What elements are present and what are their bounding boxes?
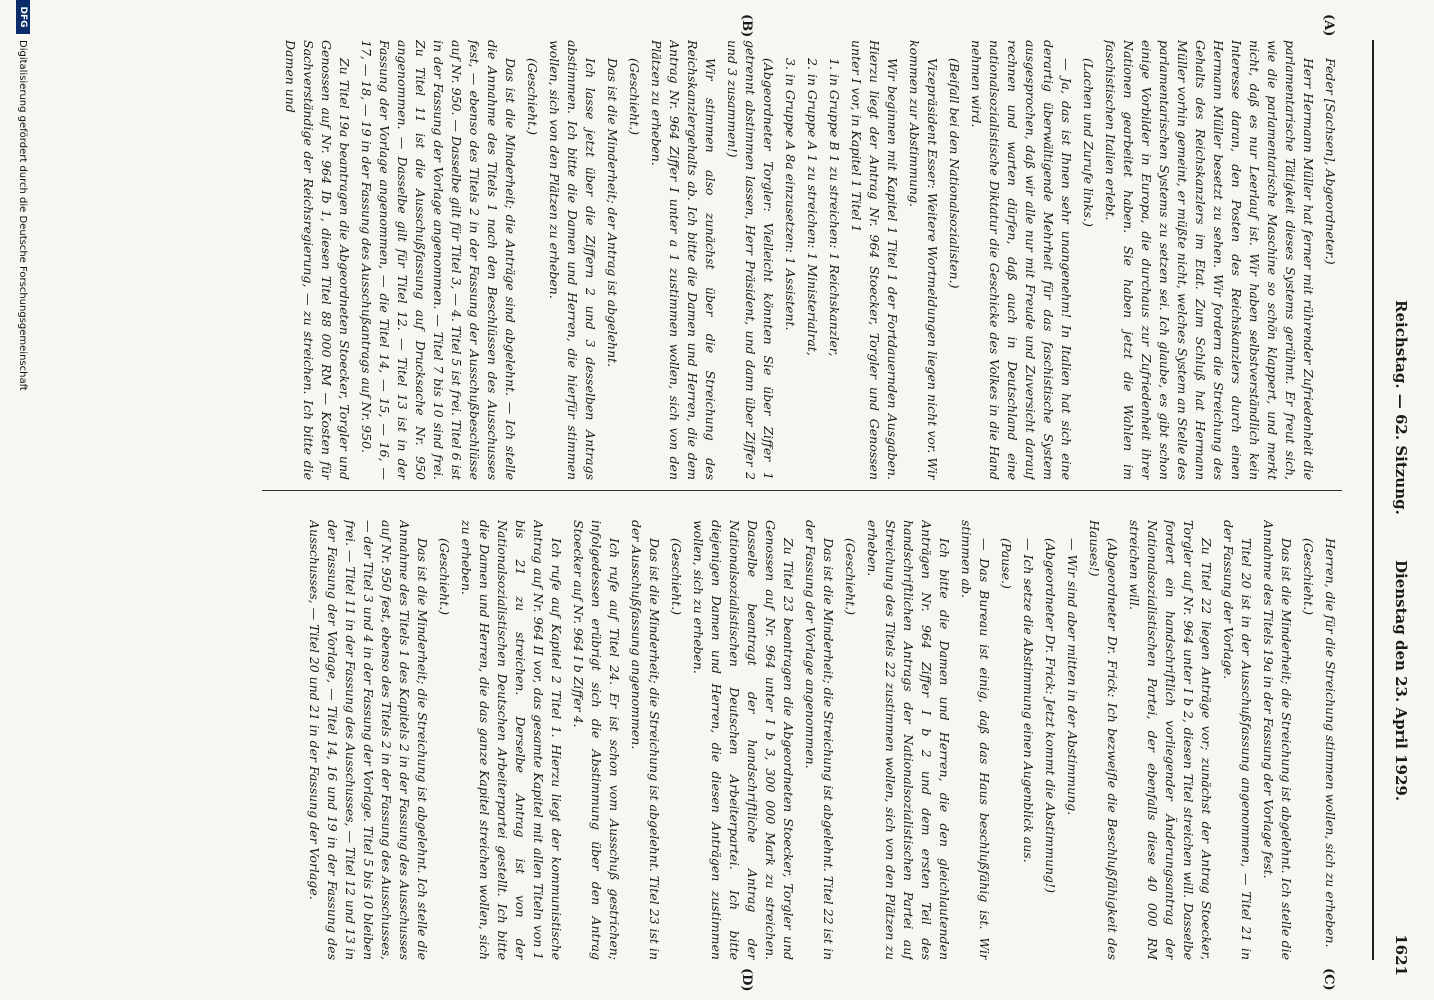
paragraph: — Wir sind aber mitten in der Abstimmung. [1065,538,1080,816]
paragraph: Wir beginnen mit Kapitel 1 Titel 1 der Fortdauernden Ausgaben. Hierzu liegt der Antrag Nr. 964 Stoecker, Torgler und Genossen unter I vor, in Kapitel 1 Titel 1 [849,40,900,480]
paragraph: Zu Titel 19a beantragen die Abgeordneten Stoecker, Torgler und Genossen auf Nr. 964 Ib 1, diesen Titel 88 000 RM — Kosten für Sachverständige der Reichsregierung, — zu streichen. Ich bitte die Damen und [283,40,352,480]
paragraph: — Das Bureau ist einig, daß das Haus beschlußfähig ist. Wir stimmen ab. [959,520,992,960]
paragraph: Ich lasse jetzt über die Ziffern 2 und 3 desselben Antrags abstimmen. Ich bitte die Damen und Herren, die hierfür stimmen wollen, sich von den Plätzen zu erheben. [547,40,598,480]
paragraph: Das ist die Minderheit; die Streichung ist abgelehnt. Ich stelle die Annahme des Titels 19a in der Fassung der Vorlage fest. [1261,520,1294,960]
paragraph: Ich rufe auf Kapitel 2 Titel 1. Hierzu liegt der kommunistische Antrag auf Nr. 964 II vor, das gesamte Kapitel mit allen Titeln von 1 bis 21 zu streichen. Derselbe Antrag ist von der Nationalsozialistischen Deutschen Arbeiterpartei gestellt. Ich bitte die Damen und Herren, die das ganze Kapitel streichen wollen, sich zu erheben. [459,520,564,960]
paragraph: (Geschieht.) [1301,538,1316,616]
header-date: Dienstag den 23. April 1929. [1392,560,1410,802]
paragraph: Herr Hermann Müller hat ferner mit rührender Zufriedenheit die parlamentarische Tätigkeit dieses Systems gerühmt. Er freut sich, wie die parlamentarische Maschine so schön klappert, und merkt nicht, daß es nur Leerlauf ist. Wir haben selbstverständlich kein Interesse daran, den Posten des Reichskanzlers durch einen Hermann Müller besetzt zu sehen. Wir fordern die Streichung des Gehalts des Reichskanzlers im Etat. Zum Schluß hat Hermann Müller vorhin gemeint, er müßte nicht, welches System an Stelle des parlamentarischen Systems zu setzen sei. Ich glaube, es gibt schon einige Vorbilder in Europa, die durchaus zur Zufriedenheit ihrer Nationen gearbeitet haben. Sie haben jetzt die Wahlen im faschistischen Italien erlebt. [1103,40,1316,480]
left-text-column [259,40,1339,480]
dfg-logo: DFG [16,0,30,34]
paragraph: (Lachen und Zurufe links.) [1081,58,1096,227]
paragraph: Ich bitte die Damen und Herren, die den gleichlautenden Anträgen Nr. 964 Ziffer I b 2 und dem ersten Teil des handschriftlichen Antrags der Nationalsozialistischen Partei auf Streichung des Titels 22 zustimmen wollen, sich von den Plätzen zu erheben. [865,520,952,960]
page-header [1344,0,1434,1000]
paragraph: 3. in Gruppe A 8a einzusetzen: 1 Assistent. [783,58,798,331]
page-footer [4,0,34,1000]
paragraph: (Geschieht.) [437,538,452,616]
paragraph: Das ist die Minderheit; die Anträge sind abgelehnt. — Ich stelle die Annahme des Titels 1 nach den Beschlüssen des Ausschusses fest, — ebenso des Titels 2 in der Fassung der Ausschußbeschlüsse auf Nr. 950. — Dasselbe gilt für Titel 3, — 4. Titel 5 ist frei. Titel 6 ist in der Fassung der Vorlage angenommen. — Titel 7 bis 10 sind frei. Zu Titel 11 ist die Ausschußfassung auf Drucksache Nr. 950 angenommen. — Dasselbe gilt für Titel 12. — Titel 13 ist in der Fassung der Vorlage angenommen, — die Titel 14, — 15, — 16, — 17, — 18, — 19 in der Fassung des Ausschußantrags auf Nr. 950. [359,40,518,480]
margin-marker-d: (D) [739,968,754,992]
margin-marker-b: (B) [739,14,754,38]
paragraph: (Abgeordneter Dr. Frick: Ich bezweifle die Beschlußfähigkeit des Hauses!) [1087,520,1120,960]
footer-credit: Digitalisierung gefördert durch die Deutsche Forschungsgemeinschaft [17,40,28,391]
paragraph: Zu Titel 23 beantragen die Abgeordneten Stoecker, Torgler und Genossen auf Nr. 964 unter I b 3, 300 000 Mark zu streichen. Dasselbe beantragt der handschriftliche Antrag der Nationalsozialistischen Deutschen Arbeiterpartei. Ich bitte diejenigen Damen und Herren, die diesen Anträgen zustimmen wollen, sich zu erheben. [691,520,796,960]
paragraph: (Abgeordneter Torgler: Vielleicht könnten Sie über Ziffer 1 getrennt abstimmen lassen, Herr Präsident, und dann über Ziffer 2 und 3 zusammen!) [725,40,776,480]
paragraph: (Beifall bei den Nationalsozialisten.) [947,58,962,289]
paragraph: Ich rufe auf Titel 24. Er ist schon vom Ausschuß gestrichen; infolgedessen erübrigt sich die Abstimmung über den Antrag Stoecker auf Nr. 964 I b Ziffer 4. [571,520,622,960]
paragraph: Titel 20 ist in der Ausschußfassung angenommen, — Titel 21 in der Fassung der Vorlage. [1221,520,1254,960]
header-rule [1372,40,1374,960]
paragraph: (Geschieht.) [627,58,642,136]
paragraph: Zu Titel 22 liegen Anträge vor; zunächst der Antrag Stoecker, Torgler auf Nr. 964 unter I b 2, diesen Titel streichen will. Dasselbe fordert ein handschriftlich vorliegender Änderungsantrag der Nationalsozialistischen Partei, der ebenfalls diese 40 000 RM streichen will. [1127,520,1214,960]
paragraph: Das ist die Minderheit; die Streichung ist abgelehnt. Titel 23 ist in der Ausschußfassung angenommen. [629,520,662,960]
margin-marker-c: (C) [1321,968,1336,991]
header-title: Reichstag. — 62. Sitzung. [1392,300,1410,515]
paragraph: Vizepräsident Esser: Weitere Wortmeldungen liegen nicht vor. Wir kommen zur Abstimmung. [907,40,940,480]
paragraph: 1. in Gruppe B 1 zu streichen: 1 Reichskanzler, [827,58,842,357]
paragraph: (Pause.) [999,538,1014,589]
column-divider [262,490,1342,491]
paragraph: Das ist die Minderheit; die Streichung ist abgelehnt. Ich stelle die Annahme des Titels 1 des Kapitels 2 in der Fassung des Ausschusses auf Nr. 950 fest, ebenso des Titels 2 in der Fassung des Ausschusses, — der Titel 3 und 4 in der Fassung der Vorlage. Titel 5 bis 10 bleiben frei. — Titel 11 in der Fassung des Ausschusses, — Titel 12 und 13 in der Fassung der Vorlage, — Titel 14, 16 und 19 in der Fassung des Ausschusses, — Titel 20 und 21 in der Fassung der Vorlage. [307,520,430,960]
paragraph: 2. in Gruppe A 1 zu streichen: 1 Ministerialrat, [805,58,820,356]
paragraph: Das ist die Minderheit; der Antrag ist abgelehnt. [605,58,620,368]
paragraph: Feder [Sachsen], Abgeordneter.) [1323,58,1338,265]
right-text-column [259,520,1339,960]
paragraph: (Abgeordneter Dr. Frick: Jetzt kommt die Abstimmung!) [1043,538,1058,893]
paragraph: (Geschieht.) [669,538,684,616]
paragraph: (Geschieht.) [843,538,858,616]
paragraph: Das ist die Minderheit; die Streichung ist abgelehnt. Titel 22 ist in der Fassung der Vorlage angenommen. [803,520,836,960]
margin-marker-a: (A) [1321,14,1336,37]
page-number: 1621 [1392,934,1410,976]
paragraph: — Ja, das ist Ihnen sehr unangenehm! In Italien hat sich eine derartig überwältigende Mehrheit für das faschistische System ausgesprochen, daß wir alle nur mit Freude und Zuversicht darauf rechnen und warten dürfen, daß auch in Deutschland eine nationalsozialistische Diktatur die Geschicke des Volkes in die Hand nehmen wird. [969,40,1074,480]
paragraph: — Ich setze die Abstimmung einen Augenblick aus. [1021,538,1036,863]
paragraph: (Geschieht.) [525,58,540,136]
paragraph: Herren, die für die Streichung stimmen wollen, sich zu erheben. [1323,538,1338,948]
paragraph: Wir stimmen also zunächst über die Streichung des Reichskanzlergehalts ab. Ich bitte die Damen und Herren, die dem Antrag Nr. 964 Ziffer I unter a 1 zustimmen wollen, sich von den Plätzen zu erheben. [649,40,718,480]
